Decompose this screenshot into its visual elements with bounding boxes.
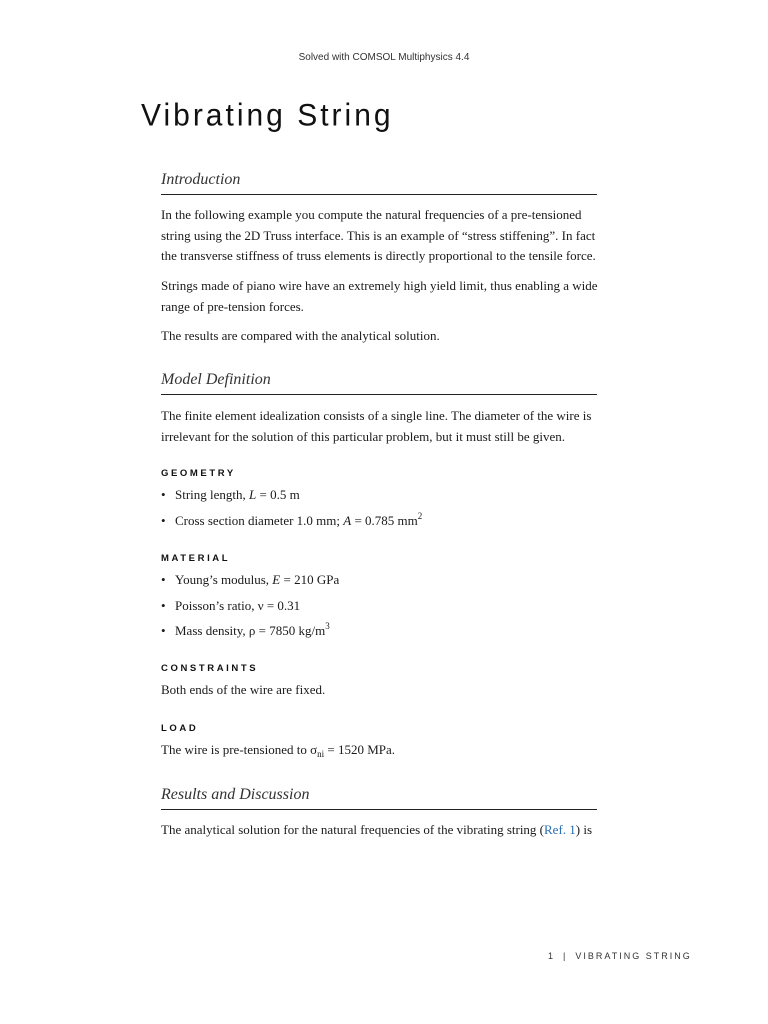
running-title: VIBRATING STRING [575, 951, 692, 961]
intro-paragraph-3: The results are compared with the analytical solution. [161, 328, 440, 343]
page-title: Vibrating String [141, 98, 394, 133]
page-number: 1 [548, 951, 556, 961]
model-paragraph-1: The finite element idealization consists of a single line. The diameter of the wire is irrelevant for the solution of this particular problem, but it must still be given. [161, 408, 592, 444]
intro-paragraph-1: In the following example you compute the natural frequencies of a pre-tensioned string using the 2D Truss interface. This is an example of “stress stiffening”. In fact the transverse stiffness of truss elements is directly proportional to the tensile force. [161, 207, 596, 263]
section-heading-results: Results and Discussion [161, 786, 597, 810]
results-paragraph-1: The analytical solution for the natural frequencies of the vibrating string (Ref. 1) is [161, 822, 593, 837]
page-header: Solved with COMSOL Multiphysics 4.4 [298, 52, 470, 63]
list-item-poissons-ratio: • Poisson’s ratio, ν = 0.31 [161, 598, 301, 613]
section-heading-model-definition: Model Definition [161, 371, 597, 395]
list-item-cross-section: • Cross section diameter 1.0 mm; A = 0.785 $mm^2$ [161, 511, 423, 528]
ref-1-link[interactable]: Ref. 1 [544, 822, 576, 837]
subheading-material: MATERIAL [161, 553, 231, 564]
list-item-mass-density: • Mass density, ρ = 7850 $kg/m^3$ [161, 621, 330, 638]
subheading-geometry: GEOMETRY [161, 468, 236, 479]
subheading-constraints: CONSTRAINTS [161, 663, 259, 674]
list-item-youngs-modulus: • Young’s modulus, E = 210 GPa [161, 572, 340, 587]
footer-separator: | [563, 951, 568, 961]
section-heading-introduction: Introduction [161, 171, 597, 195]
intro-paragraph-2: Strings made of piano wire have an extremely high yield limit, thus enabling a wide range of pre-tension forces. [161, 278, 598, 314]
list-item-string-length: • String length, L = 0.5 m [161, 487, 300, 502]
constraints-text: Both ends of the wire are fixed. [161, 682, 326, 697]
load-text: The wire is pre-tensioned to $\sigma_{ni} = 1520$ MPa. [161, 742, 396, 759]
page-footer [548, 951, 692, 961]
subheading-load: LOAD [161, 723, 199, 734]
